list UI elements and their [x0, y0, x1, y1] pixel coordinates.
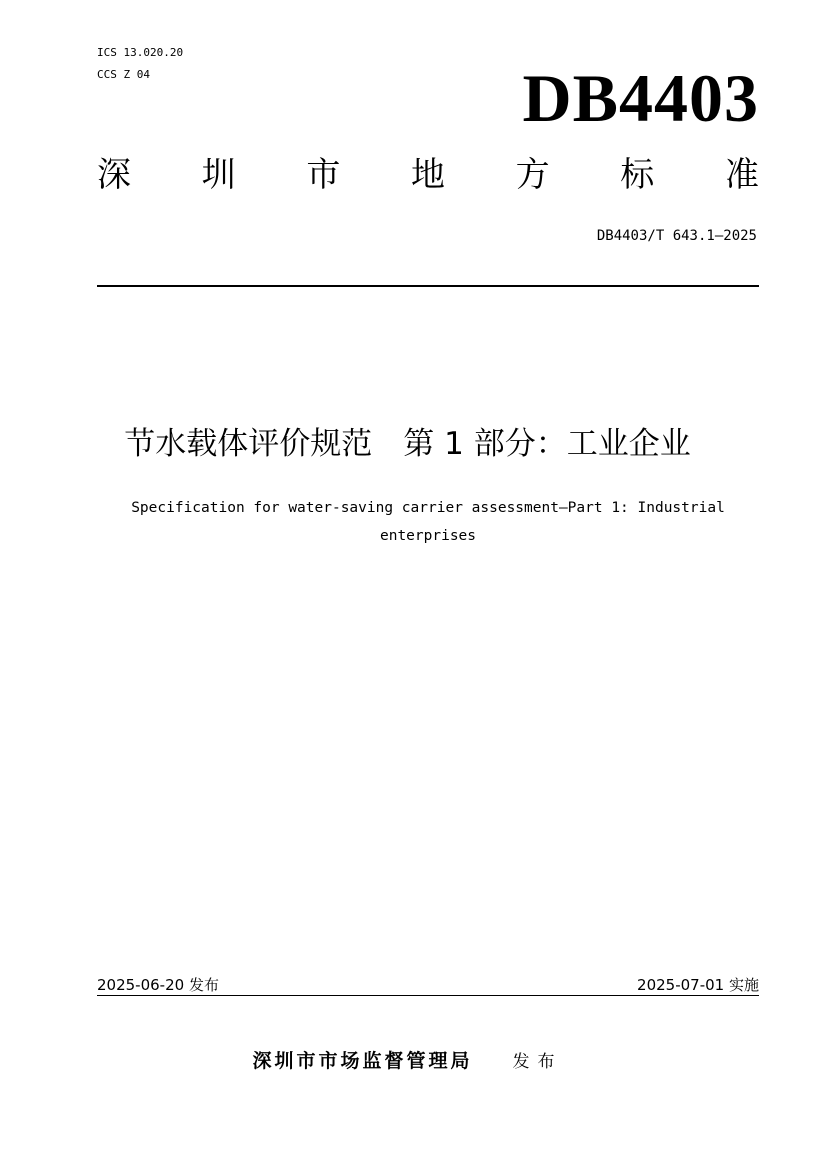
date-row [97, 975, 759, 995]
ics-code: ICS 13.020.20 [97, 46, 184, 59]
standard-type-char: 市 [306, 155, 341, 195]
issue-date: 2025-06-20 发布 [97, 976, 219, 994]
implementation-date: 2025-07-01 实施 [637, 976, 759, 994]
standard-number: DB4403/T 643.1—2025 [596, 228, 757, 244]
ccs-code: CCS Z 04 [97, 68, 150, 81]
standard-type-char: 地 [410, 155, 445, 195]
standard-type-char: 准 [724, 155, 759, 195]
classification-codes [97, 42, 183, 86]
publisher-organization: 深圳市市场监督管理局 [252, 1050, 473, 1072]
footer-divider [97, 995, 759, 996]
header-divider [97, 285, 759, 287]
title-english: Specification for water-saving carrier assessment—Part 1: Industrial enterprises [131, 500, 725, 544]
standard-type-heading [97, 155, 759, 195]
publisher-action: 发布 [512, 1052, 563, 1072]
standard-type-char: 标 [620, 155, 655, 195]
publisher-line [0, 1048, 815, 1075]
standard-type-char: 深 [97, 155, 131, 195]
standard-type-char: 圳 [201, 155, 236, 195]
standard-mark: DB4403 [522, 60, 759, 136]
standard-type-char: 方 [515, 155, 550, 195]
title-chinese: 节水载体评价规范 第 1 部分：工业企业 [124, 426, 691, 462]
